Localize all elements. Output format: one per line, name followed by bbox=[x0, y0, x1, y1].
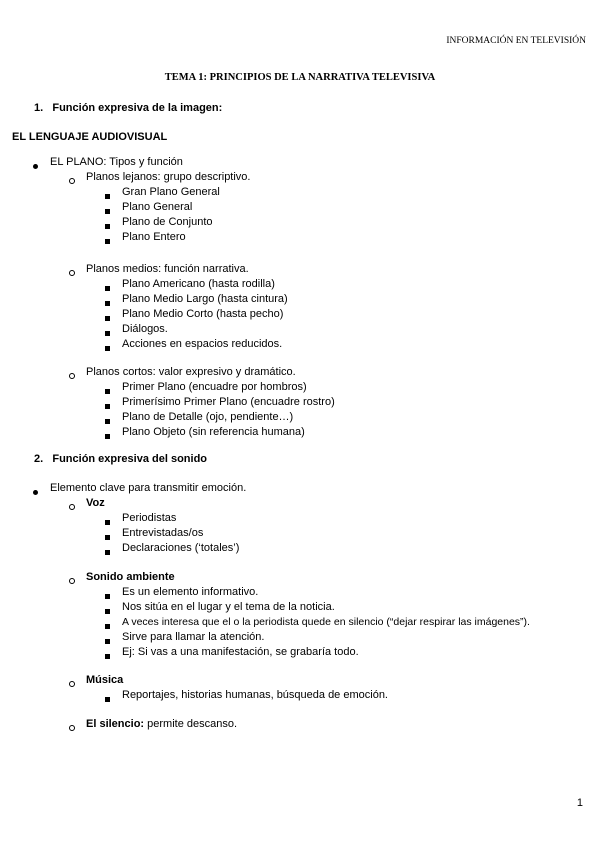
list-item: Es un elemento informativo. bbox=[122, 586, 259, 598]
list-item: Plano de Detalle (ojo, pendiente…) bbox=[122, 411, 294, 423]
bullet-square-icon bbox=[105, 609, 110, 614]
list-item: Periodistas bbox=[122, 512, 177, 524]
voz-label: Voz bbox=[86, 497, 105, 509]
ambiente-label: Sonido ambiente bbox=[86, 571, 175, 583]
group-label: Planos lejanos: grupo descriptivo. bbox=[86, 171, 251, 183]
section-2-heading bbox=[34, 453, 207, 465]
list-item: Primerísimo Primer Plano (encuadre rostro) bbox=[122, 396, 335, 408]
running-header: INFORMACIÓN EN TELEVISIÓN bbox=[446, 36, 586, 46]
bullet-dot-icon bbox=[33, 164, 38, 169]
group-label: Planos medios: función narrativa. bbox=[86, 263, 249, 275]
bullet-square-icon bbox=[105, 301, 110, 306]
bullet-circle-icon bbox=[69, 504, 75, 510]
bullet-circle-icon bbox=[69, 178, 75, 184]
lenguaje-audiovisual-heading: EL LENGUAJE AUDIOVISUAL bbox=[12, 131, 168, 143]
list-item: Sirve para llamar la atención. bbox=[122, 631, 265, 643]
list-item: Plano Medio Largo (hasta cintura) bbox=[122, 293, 288, 305]
list-item: Diálogos. bbox=[122, 323, 168, 335]
bullet-dot-icon bbox=[33, 490, 38, 495]
bullet-circle-icon bbox=[69, 725, 75, 731]
bullet-square-icon bbox=[105, 624, 110, 629]
list-item: Plano Entero bbox=[122, 231, 186, 243]
list-item: Gran Plano General bbox=[122, 186, 220, 198]
page-number: 1 bbox=[576, 797, 583, 809]
list-item: Acciones en espacios reducidos. bbox=[122, 338, 283, 350]
sound-intro: Elemento clave para transmitir emoción. bbox=[50, 482, 247, 494]
list-item: Reportajes, historias humanas, búsqueda de emoción. bbox=[122, 689, 388, 701]
bullet-square-icon bbox=[105, 419, 110, 424]
musica-label: Música bbox=[86, 674, 124, 686]
bullet-circle-icon bbox=[69, 681, 75, 687]
list-item: Nos sitúa en el lugar y el tema de la noticia. bbox=[122, 601, 335, 613]
section-2-title: Función expresiva del sonido bbox=[52, 453, 208, 465]
bullet-circle-icon bbox=[69, 270, 75, 276]
list-item: Entrevistadas/os bbox=[122, 527, 204, 539]
bullet-square-icon bbox=[105, 520, 110, 525]
section-2-number: 2. bbox=[34, 453, 44, 465]
list-item: Ej: Si vas a una manifestación, se grabaría todo. bbox=[122, 646, 359, 658]
list-item: Plano Objeto (sin referencia humana) bbox=[122, 426, 305, 438]
bullet-square-icon bbox=[105, 224, 110, 229]
bullet-square-icon bbox=[105, 209, 110, 214]
bullet-square-icon bbox=[105, 331, 110, 336]
bullet-square-icon bbox=[105, 194, 110, 199]
bullet-square-icon bbox=[105, 316, 110, 321]
group-label: Planos cortos: valor expresivo y dramático. bbox=[86, 366, 296, 378]
bullet-square-icon bbox=[105, 594, 110, 599]
bullet-square-icon bbox=[105, 389, 110, 394]
list-item: Plano General bbox=[122, 201, 193, 213]
silencio-text: permite descanso. bbox=[147, 718, 238, 730]
list-item bbox=[33, 160, 38, 172]
section-1-title: Función expresiva de la imagen: bbox=[52, 102, 223, 114]
bullet-circle-icon bbox=[69, 373, 75, 379]
bullet-square-icon bbox=[105, 697, 110, 702]
silencio-label: El silencio: bbox=[86, 718, 145, 730]
bullet-square-icon bbox=[105, 434, 110, 439]
page-title: TEMA 1: PRINCIPIOS DE LA NARRATIVA TELEVISIVA bbox=[164, 72, 436, 83]
list-item: Primer Plano (encuadre por hombros) bbox=[122, 381, 307, 393]
section-1-heading bbox=[34, 102, 222, 114]
bullet-square-icon bbox=[105, 639, 110, 644]
bullet-square-icon bbox=[105, 286, 110, 291]
silencio-line bbox=[86, 718, 237, 730]
bullet-square-icon bbox=[105, 535, 110, 540]
bullet-square-icon bbox=[105, 654, 110, 659]
bullet-circle-icon bbox=[69, 578, 75, 584]
bullet-square-icon bbox=[105, 346, 110, 351]
list-item: Plano Americano (hasta rodilla) bbox=[122, 278, 275, 290]
bullet-square-icon bbox=[105, 404, 110, 409]
bullet-square-icon bbox=[105, 239, 110, 244]
list-item: Plano Medio Corto (hasta pecho) bbox=[122, 308, 284, 320]
bullet-square-icon bbox=[105, 550, 110, 555]
list-item: A veces interesa que el o la periodista quede en silencio (“dejar respirar las imágenes”). bbox=[122, 616, 530, 628]
section-1-number: 1. bbox=[34, 102, 44, 114]
list-item: Declaraciones (‘totales’) bbox=[122, 542, 240, 554]
list-item: Plano de Conjunto bbox=[122, 216, 213, 228]
plano-label: EL PLANO: Tipos y función bbox=[50, 156, 183, 168]
